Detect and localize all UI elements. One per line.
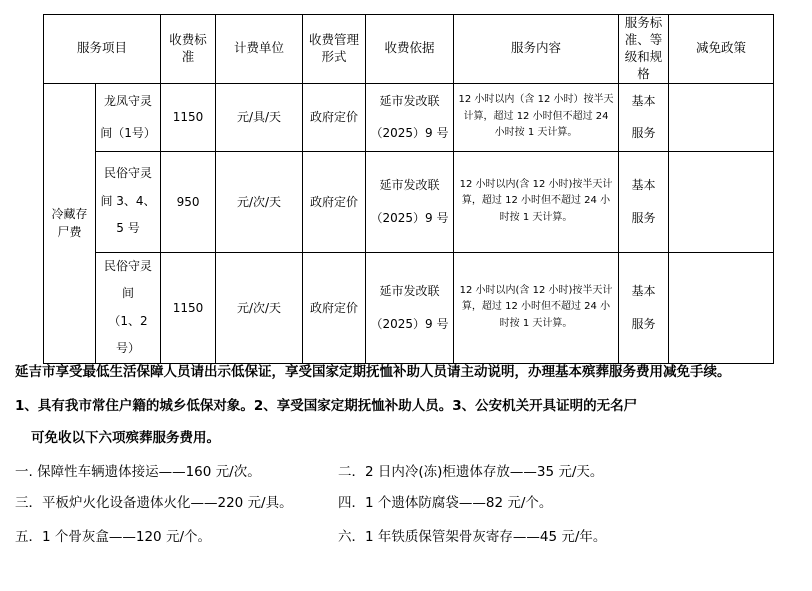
content-cell: 12 小时以内(含 12 小时)按半天计算，超过 12 小时但不超过 24 小时按 1 天计算。 <box>454 151 619 252</box>
header-service-item: 服务项目 <box>44 15 161 84</box>
fee-item: 四．1 个遗体防腐袋——82 元/个。 <box>338 495 553 511</box>
table-row <box>44 151 774 252</box>
basis-cell <box>366 151 454 252</box>
fee-item: 一. 保障性车辆遗体接运——160 元/次。 <box>15 464 261 480</box>
category-cell: 冷藏存尸费 <box>44 83 96 363</box>
item-line: 龙凤守灵 <box>104 93 153 108</box>
fee-table <box>43 14 774 364</box>
standard-line: 服务 <box>631 316 656 331</box>
exemption-intro-line: 可免收以下六项殡葬服务费用。 <box>31 430 220 446</box>
standard-line: 基本 <box>631 284 656 299</box>
header-content: 服务内容 <box>454 15 619 84</box>
content-cell: 12 小时以内（含 12 小时）按半天计算，超过 12 小时但不超过 24 小时按 1 天计算。 <box>454 83 619 151</box>
price-cell: 950 <box>161 151 216 252</box>
management-cell: 政府定价 <box>303 151 366 252</box>
price-cell: 1150 <box>161 252 216 363</box>
standard-cell <box>619 83 669 151</box>
item-line: 民俗守灵 <box>104 166 153 181</box>
eligibility-line: 1、具有我市常住户籍的城乡低保对象。2、享受国家定期抚恤补助人员。3、公安机关开具证明的无名尸 <box>15 398 638 414</box>
notice-line: 延吉市享受最低生活保障人员请出示低保证，享受国家定期抚恤补助人员请主动说明，办理基本殡葬服务费用减免手续。 <box>15 364 731 380</box>
header-exemption: 减免政策 <box>669 15 774 84</box>
management-cell: 政府定价 <box>303 83 366 151</box>
exemption-cell <box>669 252 774 363</box>
item-line: 5 号 <box>116 221 140 236</box>
item-cell <box>96 83 161 151</box>
table-row <box>44 252 774 363</box>
fee-item: 二．2 日内冷(冻)柜遗体存放——35 元/天。 <box>338 464 604 480</box>
item-line: 间 <box>122 286 135 301</box>
item-line: 民俗守灵 <box>104 258 153 273</box>
exemption-cell <box>669 83 774 151</box>
exemption-cell <box>669 151 774 252</box>
basis-line: 延市发改联 <box>379 284 440 299</box>
item-line: 间 3、4、 <box>100 193 156 208</box>
basis-line: （2025）9 号 <box>370 210 449 225</box>
header-row <box>44 15 774 84</box>
item-line: 间（1号） <box>100 126 156 140</box>
standard-line: 基本 <box>631 178 656 193</box>
content-cell: 12 小时以内(含 12 小时)按半天计算，超过 12 小时但不超过 24 小时按 1 天计算。 <box>454 252 619 363</box>
fee-item: 六．1 年铁质保管架骨灰寄存——45 元/年。 <box>338 529 607 545</box>
header-management: 收费管理形式 <box>303 15 366 84</box>
fee-item: 三．平板炉火化设备遗体火化——220 元/具。 <box>15 495 293 511</box>
management-cell: 政府定价 <box>303 252 366 363</box>
standard-line: 服务 <box>631 210 656 225</box>
item-line: （1、2 号） <box>108 313 148 356</box>
fee-item: 五．1 个骨灰盒——120 元/个。 <box>15 529 211 545</box>
standard-cell <box>619 151 669 252</box>
unit-cell: 元/具/天 <box>216 83 303 151</box>
basis-line: （2025）9 号 <box>370 126 449 140</box>
header-basis: 收费依据 <box>366 15 454 84</box>
standard-line: 基本 <box>631 93 656 108</box>
header-unit: 计费单位 <box>216 15 303 84</box>
item-cell <box>96 151 161 252</box>
basis-line: 延市发改联 <box>379 93 440 108</box>
standard-line: 服务 <box>631 126 656 140</box>
header-price: 收费标准 <box>161 15 216 84</box>
header-standard: 服务标准、等级和规格 <box>619 15 669 84</box>
basis-line: （2025）9 号 <box>370 316 449 331</box>
item-cell <box>96 252 161 363</box>
basis-cell <box>366 83 454 151</box>
standard-cell <box>619 252 669 363</box>
unit-cell: 元/次/天 <box>216 252 303 363</box>
table-row <box>44 83 774 151</box>
unit-cell: 元/次/天 <box>216 151 303 252</box>
price-cell: 1150 <box>161 83 216 151</box>
basis-cell <box>366 252 454 363</box>
basis-line: 延市发改联 <box>379 178 440 193</box>
